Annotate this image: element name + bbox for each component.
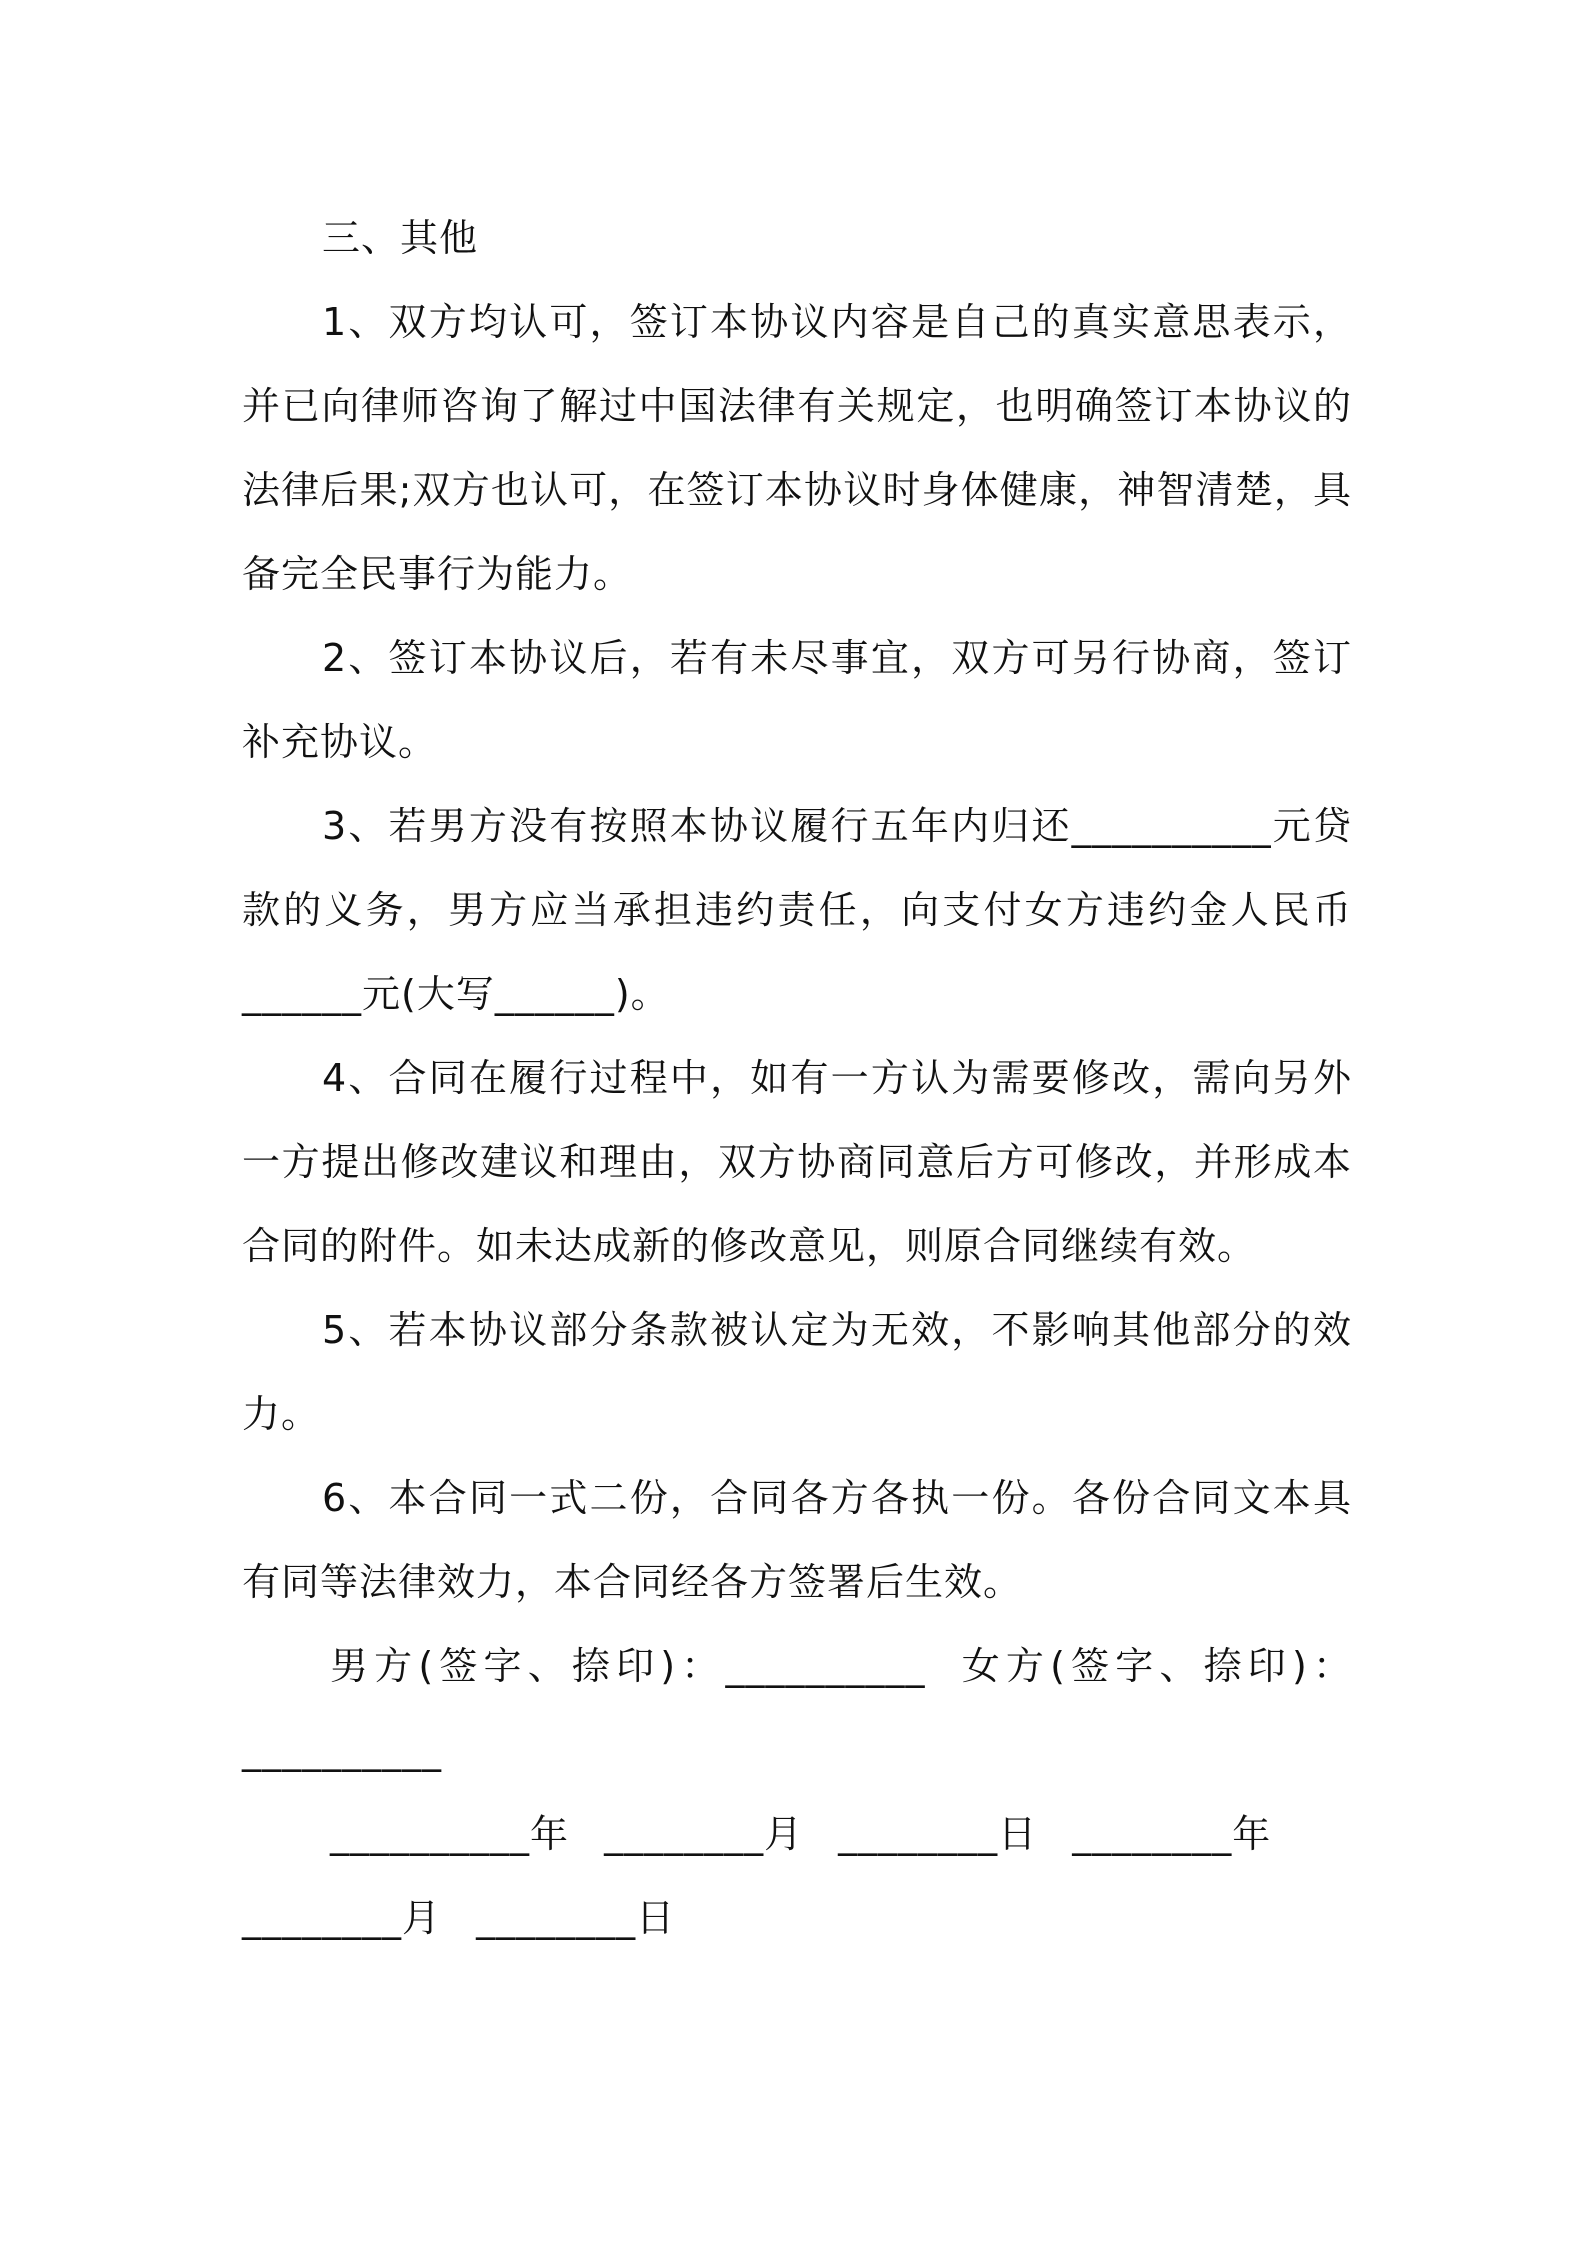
clause-6: 6、本合同一式二份，合同各方各执一份。各份合同文本具有同等法律效力，本合同经各方签署后生效。 [242,1476,1352,1604]
document-body [242,196,1352,1960]
section-heading: 三、其他 [322,216,479,260]
clause-2: 2、签订本协议后，若有未尽事宜，双方可另行协商，签订补充协议。 [242,636,1352,764]
clause-3: 3、若男方没有按照本协议履行五年内归还__________元贷款的义务，男方应当承担违约责任，向支付女方违约金人民币______元(大写______)。 [242,804,1352,1016]
clause-4: 4、合同在履行过程中，如有一方认为需要修改，需向另外一方提出修改建议和理由，双方协商同意后方可修改，并形成本合同的附件。如未达成新的修改意见，则原合同继续有效。 [242,1056,1352,1268]
signature-line: 男方(签字、捺印)：__________ 女方(签字、捺印)：__________ [242,1644,1352,1772]
clause-1: 1、双方均认可，签订本协议内容是自己的真实意思表示，并已向律师咨询了解过中国法律有关规定，也明确签订本协议的法律后果;双方也认可，在签订本协议时身体健康，神智清楚，具备完全民事行为能力。 [242,300,1352,596]
clause-5: 5、若本协议部分条款被认定为无效，不影响其他部分的效力。 [242,1308,1352,1436]
date-line: __________年 ________月 ________日 ________年 ________月 ________日 [242,1812,1272,1940]
